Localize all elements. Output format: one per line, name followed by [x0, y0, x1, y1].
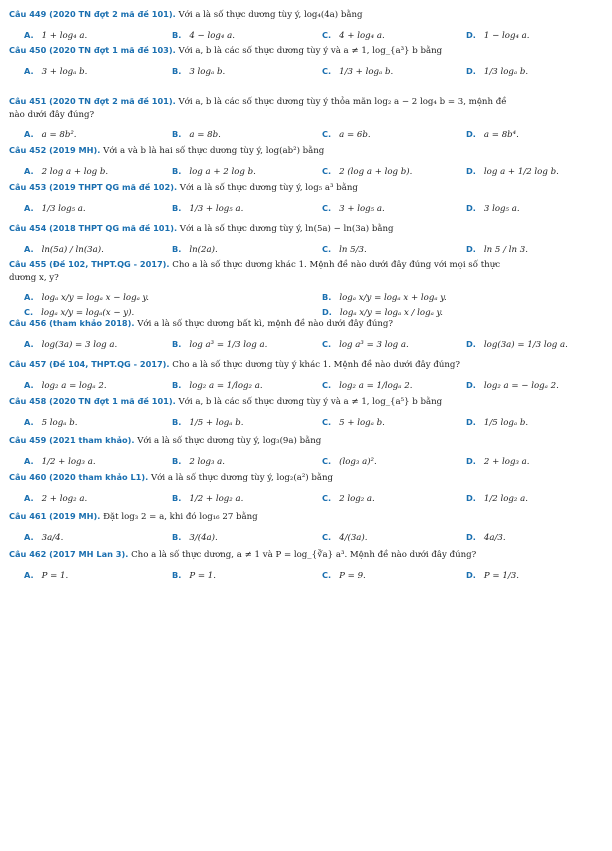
option-value: P = 9.	[339, 571, 366, 581]
question-label: Câu 459 (2021 tham khảo).	[9, 435, 135, 445]
question-label: Câu 453 (2019 THPT QG mã đề 102).	[9, 182, 178, 192]
option-a[interactable]	[24, 415, 77, 430]
option-value: 3 + logₐ b.	[41, 67, 88, 77]
option-a[interactable]	[24, 454, 96, 469]
answer-options	[0, 164, 612, 180]
option-a[interactable]	[24, 164, 108, 179]
option-letter: A.	[24, 417, 34, 427]
option-value: 1/2 + log₃ a.	[41, 457, 96, 467]
option-value: log(3a) = 3 log a.	[41, 340, 118, 350]
option-value: 2 + log₃ a.	[483, 457, 530, 467]
answer-options	[0, 290, 612, 318]
option-value: 1 + log₄ a.	[41, 31, 88, 41]
option-b[interactable]	[172, 28, 235, 43]
answer-options	[0, 378, 612, 394]
option-value: logₐ x/y = logₐ(x − y).	[41, 308, 135, 318]
option-d[interactable]	[466, 127, 519, 142]
option-letter: B.	[172, 339, 182, 349]
option-a[interactable]	[24, 127, 77, 142]
option-value: log₂ a = 1/log₂ a.	[189, 381, 263, 391]
option-value: 1/2 + log₂ a.	[189, 494, 244, 504]
question-stem	[9, 181, 604, 194]
question-stem	[9, 471, 604, 484]
option-d[interactable]	[466, 242, 528, 257]
option-b[interactable]	[172, 415, 243, 430]
option-letter: C.	[322, 380, 332, 390]
question-text: Với a là số thực dương tùy ý, log₃(9a) bằng	[134, 436, 322, 446]
option-value: 2 (log a + log b).	[339, 167, 413, 177]
question-label: Câu 454 (2018 THPT QG mã đề 101).	[9, 223, 178, 233]
question-label: Câu 455 (Đề 102, THPT.QG - 2017).	[9, 259, 170, 269]
question-label: Câu 460 (2020 tham khảo L1).	[9, 472, 149, 482]
option-letter: D.	[466, 166, 476, 176]
option-letter: C.	[322, 244, 332, 254]
option-value: P = 1.	[189, 571, 217, 581]
option-c[interactable]	[322, 28, 385, 43]
question-text: Đặt log₃ 2 = a, khi đó log₁₆ 27 bằng	[100, 512, 258, 522]
option-a[interactable]	[24, 530, 63, 545]
option-b[interactable]	[172, 491, 243, 506]
option-value: log a + 2 log b.	[189, 167, 256, 177]
answer-options	[0, 242, 612, 258]
option-value: log₂ a = logₐ 2.	[41, 381, 107, 391]
option-b[interactable]	[172, 378, 263, 393]
option-c[interactable]	[322, 530, 368, 545]
option-value: 5 logₐ b.	[41, 418, 78, 428]
option-letter: A.	[24, 532, 34, 542]
option-value: 3 logₐ b.	[189, 67, 226, 77]
option-c[interactable]	[322, 64, 393, 79]
option-d[interactable]	[466, 568, 519, 583]
option-letter: D.	[466, 339, 476, 349]
question-label: Câu 449 (2020 TN đợt 2 mã đề 101).	[9, 9, 176, 19]
option-b[interactable]	[172, 530, 218, 545]
option-a[interactable]	[24, 290, 149, 305]
option-letter: B.	[172, 66, 182, 76]
option-value: 3a/4.	[41, 533, 64, 543]
option-c[interactable]	[322, 568, 366, 583]
option-letter: D.	[466, 129, 476, 139]
question-text: Với a, b là các số thực dương tùy ý và a ≠ 1, log_{a³} b bằng	[175, 46, 443, 56]
option-letter: B.	[172, 380, 182, 390]
option-letter: C.	[322, 66, 332, 76]
option-value: P = 1.	[41, 571, 69, 581]
question-label: Câu 452 (2019 MH).	[9, 145, 101, 155]
option-value: 3/(4a).	[189, 533, 218, 543]
option-value: a = 8b².	[41, 130, 77, 140]
question-text: Với a là số thực dương bất kì, mệnh đề nào dưới đây đúng?	[134, 319, 394, 329]
option-letter: B.	[172, 456, 182, 466]
answer-options	[0, 491, 612, 507]
option-value: 4 − log₄ a.	[189, 31, 235, 41]
option-value: 1/2 log₂ a.	[483, 494, 528, 504]
option-letter: A.	[24, 380, 34, 390]
answer-options	[0, 337, 612, 353]
option-letter: B.	[172, 570, 182, 580]
option-value: log₂ a = − logₐ 2.	[483, 381, 559, 391]
option-value: ln(2a).	[189, 245, 218, 255]
question-stem	[9, 258, 604, 271]
option-letter: A.	[24, 244, 34, 254]
answer-options	[0, 127, 612, 143]
option-value: (log₃ a)².	[339, 457, 377, 467]
question-text: Với a là số thực dương tùy ý, log₄(4a) bằng	[175, 10, 363, 20]
option-letter: D.	[466, 417, 476, 427]
option-b[interactable]	[172, 164, 256, 179]
option-c[interactable]	[322, 454, 377, 469]
option-c[interactable]	[322, 378, 412, 393]
question-text-continued: dương x, y?	[9, 273, 59, 283]
option-a[interactable]	[24, 242, 104, 257]
option-value: logₐ x/y = logₐ x / logₐ y.	[339, 308, 443, 318]
option-value: a = 6b.	[339, 130, 371, 140]
option-letter: B.	[172, 129, 182, 139]
option-letter: B.	[172, 493, 182, 503]
option-value: 2 log₃ a.	[189, 457, 226, 467]
question-label: Câu 458 (2020 TN đợt 1 mã đề 101).	[9, 396, 176, 406]
option-b[interactable]	[172, 454, 225, 469]
option-letter: B.	[172, 203, 182, 213]
option-value: 1/3 + logₐ b.	[339, 67, 394, 77]
option-value: 1/5 + logₐ b.	[189, 418, 244, 428]
option-value: 4a/3.	[483, 533, 506, 543]
question-label: Câu 462 (2017 MH Lan 3).	[9, 549, 129, 559]
question-stem	[9, 510, 604, 523]
option-letter: C.	[322, 417, 332, 427]
question-text-continued: nào dưới đây đúng?	[9, 110, 95, 120]
option-letter: A.	[24, 129, 34, 139]
option-letter: D.	[466, 493, 476, 503]
option-b[interactable]	[172, 201, 243, 216]
option-letter: D.	[466, 532, 476, 542]
option-letter: A.	[24, 456, 34, 466]
answer-options	[0, 415, 612, 431]
option-letter: D.	[322, 307, 332, 317]
option-letter: C.	[322, 570, 332, 580]
option-value: 2 log a + log b.	[41, 167, 109, 177]
option-d[interactable]	[466, 337, 568, 352]
option-letter: D.	[466, 203, 476, 213]
option-letter: B.	[172, 166, 182, 176]
option-value: ln(5a) / ln(3a).	[41, 245, 104, 255]
option-letter: A.	[24, 66, 34, 76]
option-letter: D.	[466, 30, 476, 40]
question-stem	[9, 548, 604, 561]
option-d[interactable]	[466, 415, 528, 430]
option-value: 1/3 + log₅ a.	[189, 204, 244, 214]
question-stem	[9, 395, 604, 408]
option-value: 4/(3a).	[339, 533, 368, 543]
option-b[interactable]	[172, 568, 216, 583]
option-letter: B.	[172, 30, 182, 40]
question-stem	[9, 95, 604, 108]
option-value: 4 + log₄ a.	[339, 31, 385, 41]
option-value: log a³ = 3 log a.	[339, 340, 409, 350]
option-value: logₐ x/y = logₐ x − logₐ y.	[41, 293, 149, 303]
option-value: ln 5 / ln 3.	[483, 245, 528, 255]
option-d[interactable]	[466, 378, 559, 393]
option-d[interactable]	[466, 201, 520, 216]
question-text: Với a là số thực dương tùy ý, ln(5a) − ln(3a) bằng	[177, 224, 394, 234]
option-letter: A.	[24, 203, 34, 213]
option-a[interactable]	[24, 568, 68, 583]
option-letter: C.	[322, 203, 332, 213]
question-stem	[9, 8, 604, 21]
question-stem	[9, 144, 604, 157]
option-a[interactable]	[24, 201, 86, 216]
option-value: P = 1/3.	[483, 571, 519, 581]
question-text: Với a và b là hai số thực dương tùy ý, log(ab²) bằng	[100, 146, 325, 156]
option-letter: C.	[322, 493, 332, 503]
option-value: log(3a) = 1/3 log a.	[483, 340, 568, 350]
option-value: 1/3 log₅ a.	[41, 204, 86, 214]
option-value: 1 − log₄ a.	[483, 31, 530, 41]
option-c[interactable]	[322, 491, 375, 506]
answer-options	[0, 530, 612, 546]
option-letter: D.	[466, 456, 476, 466]
option-a[interactable]	[24, 337, 117, 352]
option-d[interactable]	[466, 64, 528, 79]
option-letter: D.	[466, 570, 476, 580]
option-value: 5 + logₐ b.	[339, 418, 385, 428]
option-d[interactable]	[466, 454, 530, 469]
option-value: log₂ a = 1/logₐ 2.	[339, 381, 413, 391]
question-stem	[9, 317, 604, 330]
option-letter: A.	[24, 339, 34, 349]
option-d[interactable]	[466, 28, 530, 43]
answer-options	[0, 28, 612, 44]
option-value: logₐ x/y = logₐ x + logₐ y.	[339, 293, 447, 303]
option-a[interactable]	[24, 64, 87, 79]
option-value: 3 log₅ a.	[483, 204, 520, 214]
option-letter: C.	[322, 30, 332, 40]
question-text: Với a là số thực dương tùy ý, log₂(a²) bằng	[148, 473, 334, 483]
option-letter: B.	[172, 417, 182, 427]
question-label: Câu 450 (2020 TN đợt 1 mã đề 103).	[9, 45, 176, 55]
option-c[interactable]	[322, 337, 409, 352]
option-value: 3 + log₅ a.	[339, 204, 385, 214]
question-text: Cho a là số thực dương, a ≠ 1 và P = log_{∛a} a³. Mệnh đề nào dưới đây đúng?	[128, 550, 477, 560]
option-b[interactable]	[172, 242, 218, 257]
option-a[interactable]	[24, 28, 87, 43]
option-b[interactable]	[172, 337, 267, 352]
option-value: 2 + log₂ a.	[41, 494, 88, 504]
option-value: log a + 1/2 log b.	[483, 167, 559, 177]
option-c[interactable]	[322, 415, 385, 430]
option-letter: A.	[24, 30, 34, 40]
option-c[interactable]	[322, 127, 371, 142]
answer-options	[0, 201, 612, 217]
question-label: Câu 456 (tham khảo 2018).	[9, 318, 135, 328]
answer-options	[0, 454, 612, 470]
option-letter: A.	[24, 570, 34, 580]
question-label: Câu 457 (Đề 104, THPT.QG - 2017).	[9, 359, 170, 369]
question-text: Cho a là số thực dương khác 1. Mệnh đề nào dưới đây đúng với mọi số thực	[169, 260, 501, 270]
option-letter: D.	[466, 244, 476, 254]
option-letter: B.	[172, 244, 182, 254]
option-b[interactable]	[172, 64, 225, 79]
option-c[interactable]	[322, 242, 367, 257]
option-letter: D.	[466, 380, 476, 390]
option-a[interactable]	[24, 378, 107, 393]
option-d[interactable]	[466, 491, 528, 506]
question-stem	[9, 222, 604, 235]
option-value: ln 5/3.	[339, 245, 367, 255]
question-label: Câu 461 (2019 MH).	[9, 511, 101, 521]
option-c[interactable]	[322, 201, 385, 216]
question-text: Với a, b là các số thực dương tùy ý thỏa mãn log₂ a − 2 log₄ b = 3, mệnh đề	[175, 97, 507, 107]
option-value: log a³ = 1/3 log a.	[189, 340, 268, 350]
option-value: 1/5 logₐ b.	[483, 418, 529, 428]
option-value: 2 log₂ a.	[339, 494, 375, 504]
question-text: Cho a là số thực dương tùy ý khác 1. Mệnh đề nào dưới đây đúng?	[169, 360, 461, 370]
question-text: Với a là số thực dương tùy ý, log₅ a³ bằng	[177, 183, 358, 193]
option-letter: C.	[322, 532, 332, 542]
option-value: a = 8b⁴.	[483, 130, 519, 140]
question-stem	[9, 44, 604, 57]
option-letter: A.	[24, 493, 34, 503]
option-d[interactable]	[466, 530, 506, 545]
question-stem	[9, 434, 604, 447]
option-letter: A.	[24, 166, 34, 176]
option-letter: B.	[322, 292, 332, 302]
option-letter: C.	[322, 339, 332, 349]
option-c[interactable]	[322, 164, 412, 179]
option-letter: C.	[24, 307, 34, 317]
option-value: 1/3 logₐ b.	[483, 67, 529, 77]
option-letter: C.	[322, 166, 332, 176]
option-value: a = 8b.	[189, 130, 221, 140]
option-b[interactable]	[322, 290, 447, 305]
question-stem	[9, 358, 604, 371]
answer-options	[0, 64, 612, 80]
option-b[interactable]	[172, 127, 221, 142]
option-letter: C.	[322, 456, 332, 466]
option-letter: A.	[24, 292, 34, 302]
option-d[interactable]	[466, 164, 559, 179]
option-letter: D.	[466, 66, 476, 76]
question-label: Câu 451 (2020 TN đợt 2 mã đề 101).	[9, 96, 176, 106]
answer-options	[0, 568, 612, 584]
option-a[interactable]	[24, 491, 87, 506]
question-text: Với a, b là các số thực dương tùy ý và a ≠ 1, log_{a⁵} b bằng	[175, 397, 443, 407]
option-letter: C.	[322, 129, 332, 139]
option-letter: B.	[172, 532, 182, 542]
